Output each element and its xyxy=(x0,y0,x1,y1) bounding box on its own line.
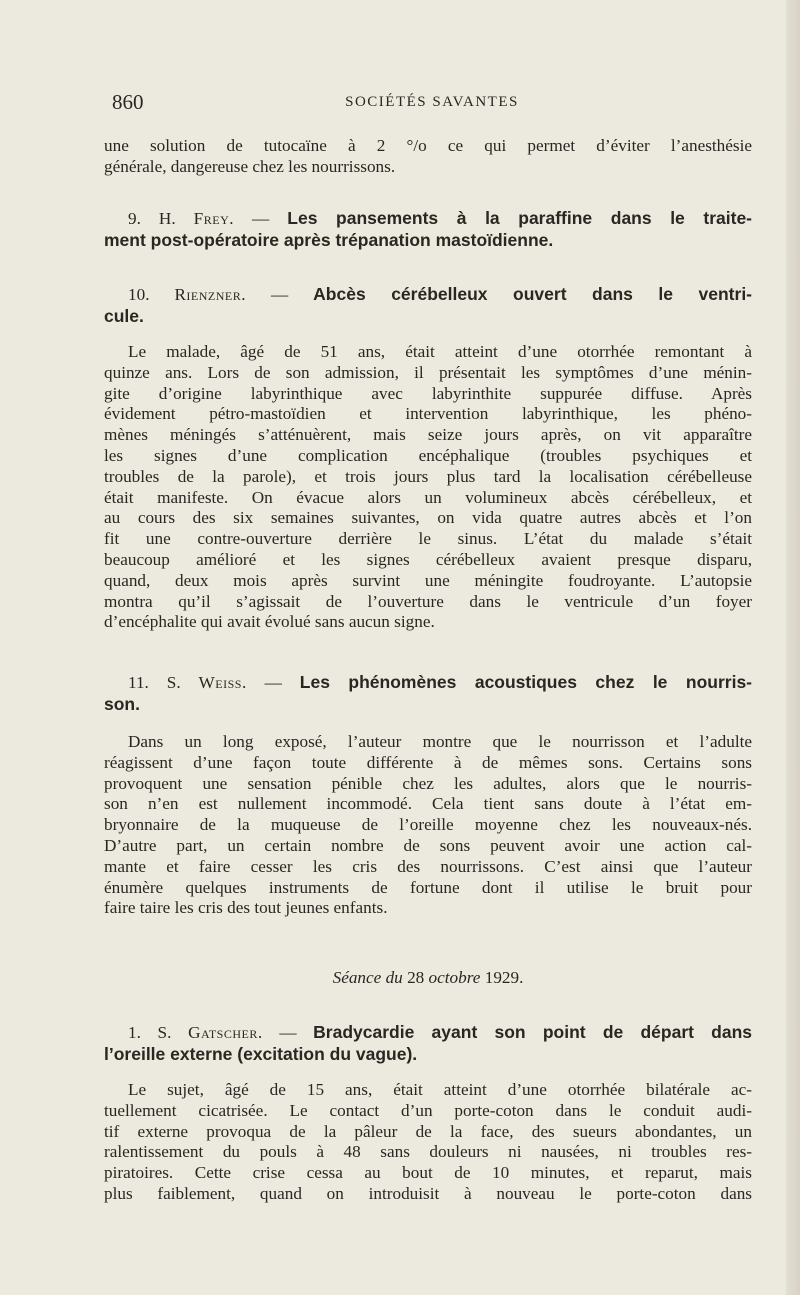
dash: — xyxy=(262,1023,314,1042)
item-title-cont: son. xyxy=(104,693,140,714)
text-line: était manifeste. On évacue alors un volumineux abcès cérébelleux, et xyxy=(104,487,752,507)
text-line: quand, deux mois après survint une méningite foudroyante. L’autopsie xyxy=(104,570,752,590)
item-title: Les pansements à la paraffine dans le traite- xyxy=(287,208,753,228)
text-line: d’encéphalite qui avait évolué sans aucun signe. xyxy=(104,612,435,632)
text-line: au cours des six semaines suivantes, on vida quatre autres abcès et l’on xyxy=(104,508,752,528)
item-author: Weiss. xyxy=(198,673,247,692)
item-author: Rienzner. xyxy=(174,285,247,304)
item-9-heading xyxy=(104,208,752,252)
text-line: les signes d’une complication encéphalique (troubles psychiques et xyxy=(104,445,752,465)
page-header xyxy=(112,90,752,116)
item-number: 9. H. xyxy=(128,209,176,228)
text-line: bryonnaire de la muqueuse de l’oreille moyenne chez les nouveaux-nés. xyxy=(104,815,752,835)
text-line: gite d’origine labyrinthique avec labyrinthite suppurée diffuse. Après xyxy=(104,383,752,403)
text-line: mante et faire cesser les cris des nourrissons. C’est ainsi que l’auteur xyxy=(104,856,752,876)
session-year: 1929. xyxy=(484,968,524,987)
text-line: mènes méningés s’atténuèrent, mais seize jours après, on vit apparaître xyxy=(104,425,752,445)
text-line: tif externe provoqua de la pâleur de la face, des sueurs abondantes, un xyxy=(104,1121,752,1141)
text-line: provoquent une sensation pénible chez les adultes, alors que le nourris- xyxy=(104,773,752,793)
text-line: générale, dangereuse chez les nourrissons. xyxy=(104,156,396,176)
text-line: D’autre part, un certain nombre de sons peuvent avoir une action cal- xyxy=(104,835,752,855)
session-heading xyxy=(104,968,752,989)
item-number: 1. S. xyxy=(128,1023,172,1042)
text-line: fit une contre-ouverture derrière le sinus. L’état du malade s’était xyxy=(104,529,752,549)
item-author: Frey. xyxy=(193,209,235,228)
text-line: énumère quelques instruments de fortune dont il utilise le bruit pour xyxy=(104,877,752,897)
text-line: tuellement cicatrisée. Le contact d’un porte-coton dans le conduit audi- xyxy=(104,1100,752,1120)
item-10-heading xyxy=(104,284,752,328)
text-line: montra qu’il s’agissait de l’ouverture dans le ventricule d’un foyer xyxy=(104,591,752,611)
text-line: troubles de la parole), et trois jours plus tard la localisation cérébelleuse xyxy=(104,466,752,486)
item-title: Abcès cérébelleux ouvert dans le ventri- xyxy=(313,284,753,304)
item-11-body xyxy=(104,732,752,919)
text-line: ralentissement du pouls à 48 sans douleurs ni nausées, ni troubles res- xyxy=(104,1142,752,1162)
dash: — xyxy=(234,209,288,228)
dash: — xyxy=(246,285,314,304)
session-month: octobre xyxy=(428,968,481,987)
item-author: Gatscher. xyxy=(188,1023,263,1042)
running-title: SOCIÉTÉS SAVANTES xyxy=(345,94,519,110)
item-1-body xyxy=(104,1080,752,1205)
intro-paragraph xyxy=(104,136,752,178)
text-line: faire taire les cris des tout jeunes enfants. xyxy=(104,898,388,918)
text-line: Le malade, âgé de 51 ans, était atteint d’une otorrhée remontant à xyxy=(128,342,752,361)
text-line: plus faiblement, quand on introduisit à nouveau le porte-coton dans xyxy=(104,1183,752,1203)
text-line: une solution de tutocaïne à 2 °/o ce qui permet d’éviter l’anesthésie xyxy=(104,136,752,155)
text-line: piratoires. Cette crise cessa au bout de 10 minutes, et reparut, mais xyxy=(104,1163,752,1183)
session-date: 28 xyxy=(407,968,425,987)
item-title: Les phénomènes acoustiques chez le nourris- xyxy=(299,672,753,692)
item-1-heading xyxy=(104,1022,752,1066)
dash: — xyxy=(246,673,300,692)
page-edge-shadow xyxy=(786,0,800,1295)
item-title-cont: l’oreille externe (excitation du vague). xyxy=(104,1043,418,1064)
text-line: Dans un long exposé, l’auteur montre que le nourrisson et l’adulte xyxy=(128,732,752,751)
text-line: quinze ans. Lors de son admission, il présentait les symptômes d’une ménin- xyxy=(104,362,752,382)
item-title-cont: cule. xyxy=(104,305,144,326)
item-title: Bradycardie ayant son point de départ dans xyxy=(313,1022,753,1042)
item-number: 11. S. xyxy=(128,673,181,692)
item-10-body xyxy=(104,342,752,633)
text-line: son n’en est nullement incommodé. Cela tient sans doute à l’état em- xyxy=(104,794,752,814)
page-number: 860 xyxy=(112,90,144,114)
text-line: évidement pétro-mastoïdien et intervention labyrinthique, les phéno- xyxy=(104,404,752,424)
text-line: Le sujet, âgé de 15 ans, était atteint d’une otorrhée bilatérale ac- xyxy=(128,1080,752,1099)
item-11-heading xyxy=(104,672,752,716)
item-title-cont: ment post-opératoire après trépanation mastoïdienne. xyxy=(104,229,554,250)
text-line: réagissent d’une façon toute différente à de mêmes sons. Certains sons xyxy=(104,752,752,772)
session-label: Séance du xyxy=(332,968,403,987)
item-number: 10. xyxy=(128,285,150,304)
text-line: beaucoup amélioré et les signes cérébelleux avaient presque disparu, xyxy=(104,549,752,569)
